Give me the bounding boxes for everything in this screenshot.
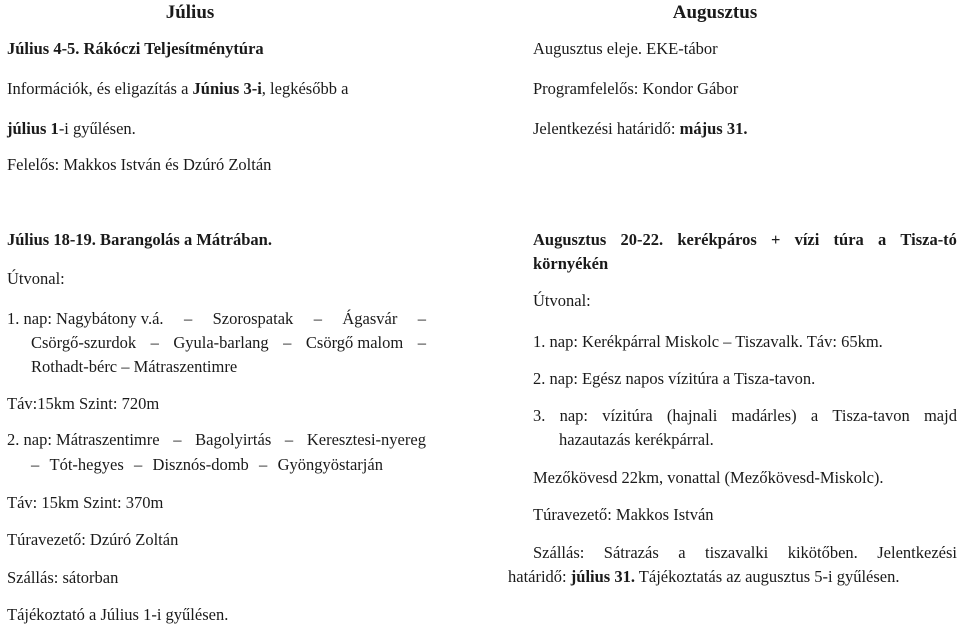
event-title-line1: Augusztus 20-22. kerékpáros + vízi túra a Tisza-tó <box>533 230 957 249</box>
tour-guide: Túravezető: Makkos István <box>533 505 714 524</box>
distance-note: Mezőkövesd 22km, vonattal (Mezőkövesd-Miskolc). <box>533 468 884 487</box>
heading-july: Július <box>165 2 215 23</box>
route-day2-line2: – Tót-hegyes – Disznós-domb – Gyöngyöstarján <box>31 455 383 474</box>
route-day1-line3: Rothadt-bérc – Mátraszentimre <box>31 357 238 376</box>
registration-deadline: Jelentkezési határidő: május 31. <box>533 119 748 138</box>
accommodation-line2: határidő: július 31. Tájékoztatás az augusztus 5-i gyűlésen. <box>508 567 900 586</box>
program-lead: Programfelelős: Kondor Gábor <box>533 79 739 98</box>
route-label: Útvonal: <box>533 291 591 310</box>
event-title: Augusztus eleje. EKE-tábor <box>533 39 718 58</box>
event-responsible: Felelős: Makkos István és Dzúró Zoltán <box>7 155 272 174</box>
accommodation-line1: Szállás: Sátrazás a tiszavalki kikötőben. Jelentkezési <box>533 543 957 562</box>
route-day2-stats: Táv: 15km Szint: 370m <box>7 493 164 512</box>
route-day2-line1: 2. nap: Mátraszentimre – Bagolyirtás – Keresztesi-nyereg <box>7 430 426 449</box>
info-note: Tájékoztató a Július 1-i gyűlésen. <box>7 605 229 624</box>
event-title: Július 18-19. Barangolás a Mátrában. <box>7 230 272 249</box>
route-label: Útvonal: <box>7 269 65 288</box>
route-day2: 2. nap: Egész napos vízitúra a Tisza-tavon. <box>533 369 816 388</box>
event-title-line2: környékén <box>533 254 609 273</box>
route-day1-line1: 1. nap: Nagybátony v.á. – Szorospatak – Ágasvár – <box>7 309 426 328</box>
route-day3-line1: 3. nap: vízitúra (hajnali madárles) a Tisza-tavon majd <box>533 406 957 425</box>
event-info-continued: július 1-i gyűlésen. <box>7 119 136 138</box>
tour-guide: Túravezető: Dzúró Zoltán <box>7 530 179 549</box>
event-info: Információk, és eligazítás a Június 3-i, legkésőbb a <box>7 79 349 98</box>
accommodation: Szállás: sátorban <box>7 568 119 587</box>
event-title: Július 4-5. Rákóczi Teljesítménytúra <box>7 39 264 58</box>
route-day1-stats: Táv:15km Szint: 720m <box>7 394 160 413</box>
route-day3-line2: hazautazás kerékpárral. <box>559 430 714 449</box>
heading-august: Augusztus <box>672 2 758 23</box>
route-day1-line2: Csörgő-szurdok – Gyula-barlang – Csörgő malom – <box>31 333 426 352</box>
route-day1: 1. nap: Kerékpárral Miskolc – Tiszavalk. Táv: 65km. <box>533 332 883 351</box>
